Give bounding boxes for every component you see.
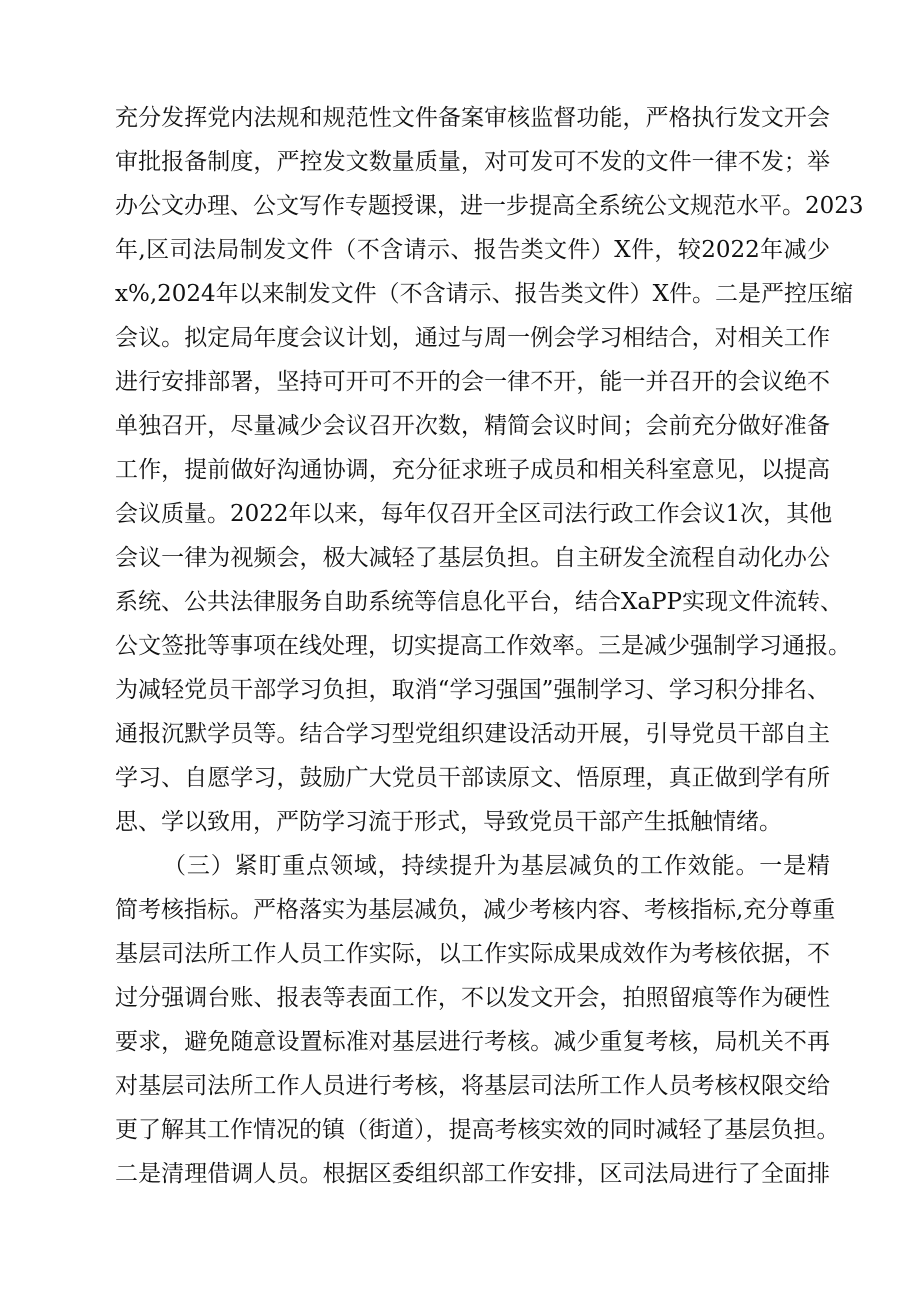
text-line: x%,2024年以来制发文件（不含请示、报告类文件）X件。二是严控压缩	[115, 281, 854, 307]
text-line: 年,区司法局制发文件（不含请示、报告类文件）X件，较2022年减少	[115, 237, 830, 263]
text-line: 公文签批等事项在线处理，切实提高工作效率。三是减少强制学习通报。	[115, 633, 851, 659]
text-line: 基层司法所工作人员工作实际，以工作实际成果成效作为考核依据，不	[115, 941, 830, 967]
text-line: 审批报备制度，严控发文数量质量，对可发可不发的文件一律不发；举	[115, 149, 830, 175]
text-line: 会议。拟定局年度会议计划，通过与周一例会学习相结合，对相关工作	[115, 325, 830, 351]
text-line: 工作，提前做好沟通协调，充分征求班子成员和相关科室意见，以提高	[115, 457, 830, 483]
text-line: 会议质量。2022年以来，每年仅召开全区司法行政工作会议1次，其他	[115, 501, 833, 527]
text-line: 会议一律为视频会，极大减轻了基层负担。自主研发全流程自动化办公	[115, 545, 830, 571]
paragraph-2	[115, 844, 840, 1196]
text-line: 通报沉默学员等。结合学习型党组织建设活动开展，引导党员干部自主	[115, 721, 830, 747]
text-line: 过分强调台账、报表等表面工作，不以发文开会，拍照留痕等作为硬性	[115, 985, 830, 1011]
text-line: 充分发挥党内法规和规范性文件备案审核监督功能，严格执行发文开会	[115, 105, 830, 131]
text-line: 二是清理借调人员。根据区委组织部工作安排，区司法局进行了全面排	[115, 1161, 830, 1187]
text-line: （三）紧盯重点领域，持续提升为基层减负的工作效能。一是精	[163, 853, 830, 879]
text-line: 更了解其工作情况的镇（街道），提高考核实效的同时减轻了基层负担。	[115, 1117, 840, 1143]
text-line: 系统、公共法律服务自助系统等信息化平台，结合XaPP实现文件流转、	[115, 589, 844, 615]
text-line: 要求，避免随意设置标准对基层进行考核。减少重复考核，局机关不再	[115, 1029, 830, 1055]
paragraph-1	[115, 96, 864, 844]
text-line: 对基层司法所工作人员进行考核，将基层司法所工作人员考核权限交给	[115, 1073, 830, 1099]
text-line: 进行安排部署，坚持可开可不开的会一律不开，能一并召开的会议绝不	[115, 369, 830, 395]
document-body	[115, 96, 864, 1196]
text-line: 办公文办理、公文写作专题授课，进一步提高全系统公文规范水平。2023	[115, 193, 864, 219]
text-line: 为减轻党员干部学习负担，取消“学习强国”强制学习、学习积分排名、	[115, 677, 830, 703]
text-line: 思、学以致用，严防学习流于形式，导致党员干部产生抵触情绪。	[115, 809, 782, 835]
text-line: 学习、自愿学习，鼓励广大党员干部读原文、悟原理，真正做到学有所	[115, 765, 830, 791]
text-line: 简考核指标。严格落实为基层减负，减少考核内容、考核指标,充分尊重	[115, 897, 836, 923]
text-line: 单独召开，尽量减少会议召开次数，精简会议时间；会前充分做好准备	[115, 413, 830, 439]
